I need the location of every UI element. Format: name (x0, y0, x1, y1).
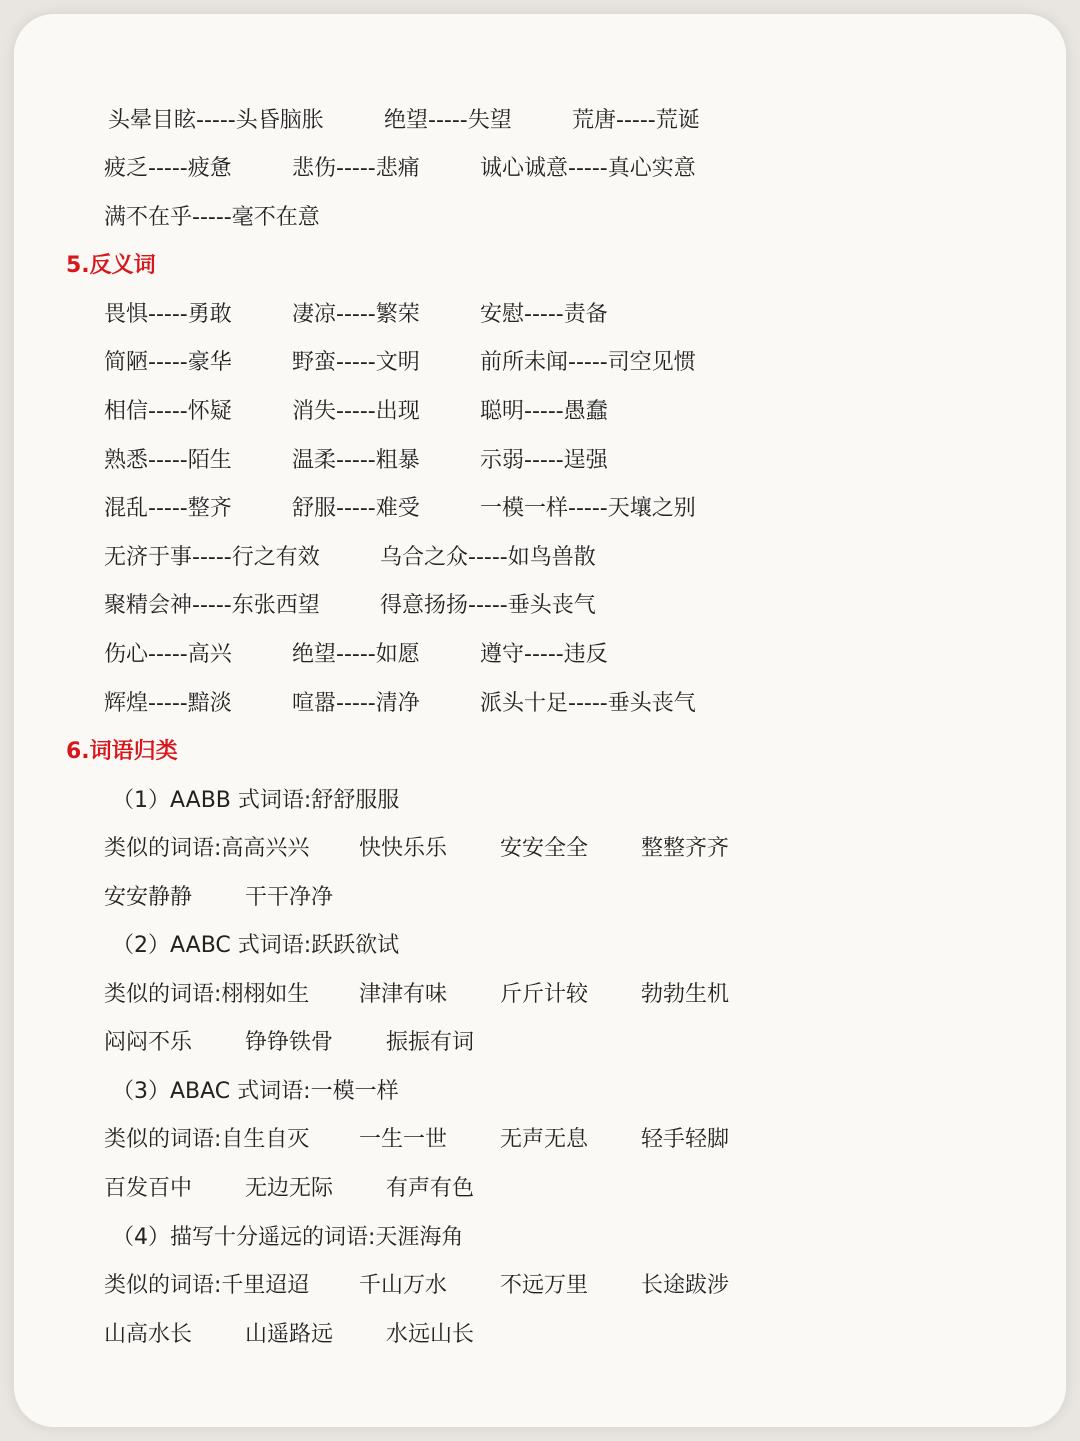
word: 千山万水 (359, 1273, 448, 1298)
word-pair: 一模一样-----天壤之别 (480, 496, 696, 521)
document-page (14, 14, 1066, 1427)
word-pair: 畏惧-----勇敢 (104, 302, 232, 327)
word-pair: 聪明-----愚蠢 (480, 399, 608, 424)
word: 无边无际 (245, 1176, 334, 1201)
word: 一生一世 (359, 1127, 448, 1152)
word: 安安静静 (104, 885, 193, 910)
word: 勃勃生机 (641, 982, 730, 1007)
word-pair: 示弱-----逞强 (480, 448, 608, 473)
word-pair: 得意扬扬-----垂头丧气 (380, 593, 596, 618)
word: 类似的词语:栩栩如生 (104, 982, 310, 1007)
word-pair: 熟悉-----陌生 (104, 448, 232, 473)
word-pair: 相信-----怀疑 (104, 399, 232, 424)
word: 百发百中 (104, 1176, 193, 1201)
word-pair: 混乱-----整齐 (104, 496, 232, 521)
group-title: （2）AABC 式词语:跃跃欲试 (112, 933, 400, 958)
word-pair: 前所未闻-----司空见惯 (480, 350, 696, 375)
word: 振振有词 (386, 1030, 475, 1055)
word: 类似的词语:高高兴兴 (104, 836, 310, 861)
word: 干干净净 (245, 885, 334, 910)
group-title: （1）AABB 式词语:舒舒服服 (112, 788, 400, 813)
word-pair: 聚精会神-----东张西望 (104, 593, 320, 618)
word-pair: 无济于事-----行之有效 (104, 545, 320, 570)
word-pair: 派头十足-----垂头丧气 (480, 691, 696, 716)
word-pair: 满不在乎-----毫不在意 (104, 205, 320, 230)
word-pair: 头晕目眩-----头昏脑胀 (108, 108, 324, 133)
word: 不远万里 (500, 1273, 589, 1298)
word-pair: 凄凉-----繁荣 (292, 302, 420, 327)
word-pair: 诚心诚意-----真心实意 (480, 156, 696, 181)
word-pair: 疲乏-----疲惫 (104, 156, 232, 181)
section-heading-classification: 6.词语归类 (66, 739, 178, 764)
word-pair: 野蛮-----文明 (292, 350, 420, 375)
word-pair: 安慰-----责备 (480, 302, 608, 327)
word-pair: 荒唐-----荒诞 (572, 108, 700, 133)
word-pair: 喧嚣-----清净 (292, 691, 420, 716)
word-pair: 绝望-----如愿 (292, 642, 420, 667)
word-pair: 遵守-----违反 (480, 642, 608, 667)
word: 类似的词语:自生自灭 (104, 1127, 310, 1152)
word: 类似的词语:千里迢迢 (104, 1273, 310, 1298)
group-title: （4）描写十分遥远的词语:天涯海角 (112, 1225, 464, 1250)
word-pair: 乌合之众-----如鸟兽散 (380, 545, 596, 570)
word-pair: 简陋-----豪华 (104, 350, 232, 375)
word: 长途跋涉 (641, 1273, 730, 1298)
word: 快快乐乐 (359, 836, 448, 861)
word-pair: 悲伤-----悲痛 (292, 156, 420, 181)
word: 轻手轻脚 (641, 1127, 730, 1152)
word-pair: 消失-----出现 (292, 399, 420, 424)
group-title: （3）ABAC 式词语:一模一样 (112, 1079, 399, 1104)
word-pair: 温柔-----粗暴 (292, 448, 420, 473)
word: 整整齐齐 (641, 836, 730, 861)
word-pair: 伤心-----高兴 (104, 642, 232, 667)
word-pair: 辉煌-----黯淡 (104, 691, 232, 716)
word: 水远山长 (386, 1322, 475, 1347)
word-pair: 舒服-----难受 (292, 496, 420, 521)
word: 斤斤计较 (500, 982, 589, 1007)
word: 津津有味 (359, 982, 448, 1007)
word: 安安全全 (500, 836, 589, 861)
word: 山遥路远 (245, 1322, 334, 1347)
section-heading-antonyms: 5.反义词 (66, 253, 156, 278)
word: 闷闷不乐 (104, 1030, 193, 1055)
word-pair: 绝望-----失望 (384, 108, 512, 133)
word: 铮铮铁骨 (245, 1030, 334, 1055)
word: 无声无息 (500, 1127, 589, 1152)
word: 山高水长 (104, 1322, 193, 1347)
word: 有声有色 (386, 1176, 475, 1201)
